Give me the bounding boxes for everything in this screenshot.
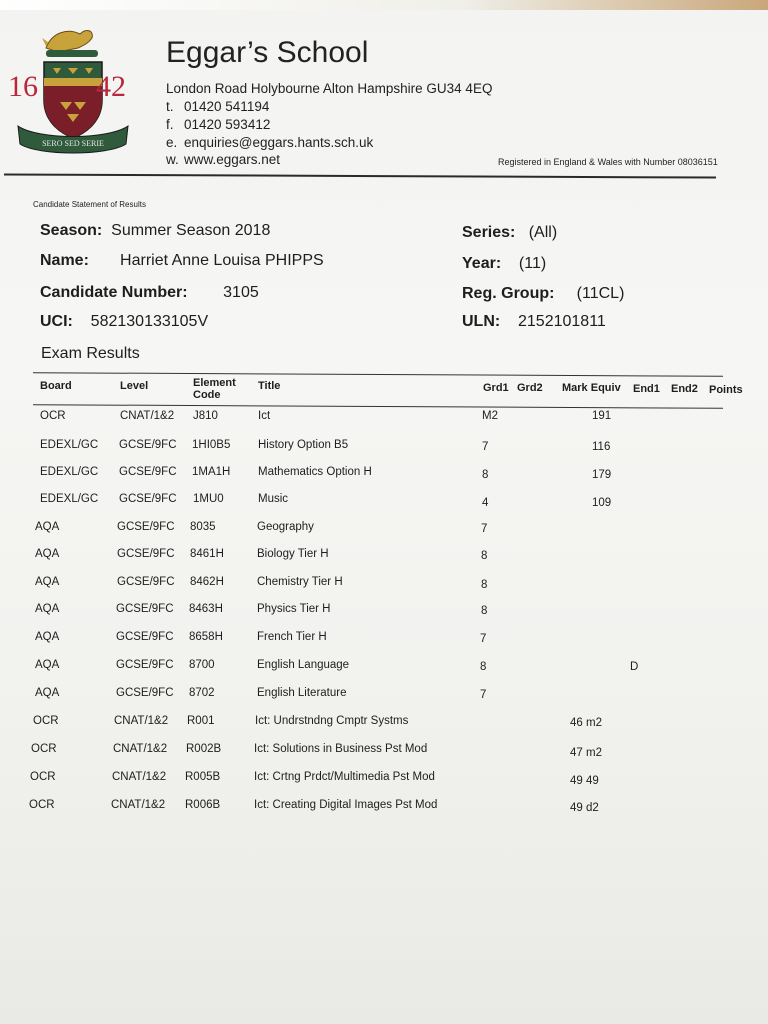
telephone-number: 01420 541194 (184, 99, 270, 114)
svg-text:SERO SED SERIE: SERO SED SERIE (42, 139, 104, 148)
cell-code: J810 (193, 410, 218, 422)
cell-grd1: 8 (481, 579, 488, 591)
cell-board: OCR (30, 771, 56, 783)
cell-code: 8702 (189, 687, 215, 699)
telephone-key: t. (166, 99, 174, 114)
cell-board: AQA (35, 687, 60, 699)
name-value: Harriet Anne Louisa PHIPPS (120, 252, 324, 269)
cell-title: English Literature (257, 687, 347, 699)
telephone-line (166, 99, 269, 114)
cell-grd1: 7 (482, 441, 489, 453)
exam-results-heading: Exam Results (41, 345, 140, 362)
cell-board: EDEXL/GC (40, 493, 99, 505)
fax-line (166, 117, 270, 132)
col-level: Level (120, 380, 149, 392)
cell-title: Geography (257, 521, 314, 533)
cell-level: CNAT/1&2 (113, 743, 168, 755)
header-rule (4, 173, 716, 178)
year-field (462, 255, 546, 273)
cell-code: 8463H (189, 603, 223, 615)
uln-value: 2152101811 (518, 313, 606, 330)
cell-mark-equiv: 109 (592, 497, 612, 509)
crest-year-left: 16 (8, 70, 38, 103)
cell-board: OCR (31, 743, 57, 755)
cell-board: AQA (35, 603, 60, 615)
statement-title: Candidate Statement of Results (33, 200, 146, 209)
cell-title: History Option B5 (258, 439, 349, 451)
cell-code: 1MU0 (193, 493, 224, 505)
season-field (40, 222, 270, 240)
year-value: (11) (518, 255, 547, 272)
crest-year-right: 42 (96, 70, 126, 103)
cell-code: R006B (185, 799, 221, 811)
email-address: enquiries@eggars.hants.sch.uk (184, 135, 374, 150)
col-mark-equiv: Mark Equiv (562, 382, 621, 394)
cell-level: GCSE/9FC (116, 603, 174, 615)
cell-title: Biology Tier H (257, 548, 329, 560)
uci-label: UCI: (40, 313, 73, 330)
cell-grd1: M2 (482, 410, 498, 422)
cell-grd1: 8 (481, 605, 488, 617)
cell-title: French Tier H (257, 631, 327, 643)
col-grd1: Grd1 (483, 382, 509, 394)
cell-code: 1HI0B5 (192, 439, 231, 451)
cell-mark-equiv: 46 m2 (570, 717, 602, 729)
website-key: w. (166, 152, 179, 167)
cell-board: AQA (35, 521, 60, 533)
cell-code: 8658H (189, 631, 223, 643)
fax-number: 01420 593412 (184, 117, 271, 132)
email-key: e. (166, 135, 178, 150)
cell-grd1: 7 (480, 633, 487, 645)
cell-title: Music (258, 493, 289, 505)
table-header-rule (33, 404, 723, 409)
cell-grd1: 7 (480, 689, 487, 701)
col-grd2: Grd2 (517, 382, 543, 394)
uci-value: 582130133105V (90, 313, 209, 330)
cell-level: CNAT/1&2 (120, 410, 175, 422)
cell-grd1: 8 (481, 550, 488, 562)
series-field (462, 224, 557, 242)
name-field (40, 252, 324, 270)
cell-code: 8461H (190, 548, 224, 560)
fax-key: f. (166, 117, 174, 132)
cell-title: Physics Tier H (257, 603, 331, 615)
cell-code: R005B (185, 771, 221, 783)
cell-title: Chemistry Tier H (257, 576, 343, 588)
cell-board: EDEXL/GC (40, 466, 99, 478)
school-address: London Road Holybourne Alton Hampshire GU34 4EQ (166, 81, 493, 96)
cell-code: R002B (186, 743, 222, 755)
website-url: www.eggars.net (184, 152, 281, 167)
cell-title: Ict: Solutions in Business Pst Mod (254, 743, 428, 755)
cell-level: CNAT/1&2 (111, 799, 166, 811)
cell-grd1: 4 (482, 497, 489, 509)
season-value: Summer Season 2018 (111, 222, 271, 239)
cell-board: EDEXL/GC (40, 439, 99, 451)
cell-title: Ict (258, 410, 271, 422)
registration-note: Registered in England & Wales with Number 08036151 (498, 157, 718, 167)
cell-level: GCSE/9FC (117, 548, 175, 560)
cell-title: English Language (257, 659, 350, 671)
col-points: Points (709, 384, 743, 396)
cell-mark-equiv: 49 d2 (570, 802, 599, 814)
series-label: Series: (462, 224, 516, 241)
year-label: Year: (462, 255, 502, 272)
cell-level: GCSE/9FC (119, 493, 177, 505)
email-line (166, 135, 373, 150)
cell-grd1: 8 (482, 469, 489, 481)
cell-mark-equiv: 116 (592, 441, 611, 453)
table-edge (0, 0, 768, 10)
cell-level: GCSE/9FC (117, 521, 175, 533)
series-value: (All) (528, 224, 558, 241)
reg-group-value: (11CL) (576, 285, 625, 302)
cell-title: Mathematics Option H (258, 466, 372, 478)
reg-group-field (462, 285, 624, 303)
col-board: Board (40, 380, 72, 392)
cell-level: CNAT/1&2 (112, 771, 167, 783)
candidate-number-field (40, 284, 259, 302)
cell-code: R001 (187, 715, 215, 727)
cell-mark-equiv: 49 49 (570, 775, 599, 787)
candidate-number-label: Candidate Number: (40, 284, 188, 301)
cell-code: 8462H (190, 576, 224, 588)
cell-level: GCSE/9FC (116, 687, 174, 699)
cell-code: 8035 (190, 521, 216, 533)
cell-level: GCSE/9FC (116, 659, 174, 671)
cell-board: AQA (35, 659, 60, 671)
cell-level: CNAT/1&2 (114, 715, 169, 727)
cell-board: AQA (35, 548, 60, 560)
cell-level: GCSE/9FC (117, 576, 175, 588)
uln-field (462, 313, 606, 331)
col-element: Element (193, 377, 236, 389)
season-label: Season: (40, 222, 103, 239)
website-line (166, 152, 280, 167)
cell-board: OCR (40, 410, 66, 422)
uln-label: ULN: (462, 313, 501, 330)
name-label: Name: (40, 252, 89, 269)
table-top-rule (33, 372, 723, 377)
cell-mark-equiv: 191 (592, 410, 612, 422)
cell-grd1: 8 (480, 661, 487, 673)
uci-field (40, 313, 208, 331)
cell-board: AQA (35, 576, 60, 588)
cell-grd1: 7 (481, 523, 488, 535)
cell-mark-equiv: 47 m2 (570, 747, 602, 759)
cell-mark-equiv: 179 (592, 469, 612, 481)
cell-level: GCSE/9FC (119, 466, 177, 478)
cell-title: Ict: Crtng Prdct/Multimedia Pst Mod (254, 771, 435, 783)
cell-end1: D (630, 661, 639, 673)
cell-board: OCR (33, 715, 59, 727)
col-end2: End2 (671, 383, 698, 395)
cell-level: GCSE/9FC (116, 631, 174, 643)
cell-title: Ict: Undrstndng Cmptr Systms (255, 715, 409, 727)
cell-title: Ict: Creating Digital Images Pst Mod (254, 799, 438, 811)
cell-code: 1MA1H (192, 466, 231, 478)
reg-group-label: Reg. Group: (462, 285, 555, 302)
cell-board: AQA (35, 631, 60, 643)
cell-level: GCSE/9FC (119, 439, 177, 451)
col-code: Code (193, 389, 221, 401)
school-name: Eggar’s School (166, 36, 369, 69)
cell-board: OCR (29, 799, 55, 811)
col-end1: End1 (633, 383, 660, 395)
candidate-number-value: 3105 (223, 284, 259, 301)
cell-code: 8700 (189, 659, 215, 671)
col-title: Title (258, 380, 281, 392)
